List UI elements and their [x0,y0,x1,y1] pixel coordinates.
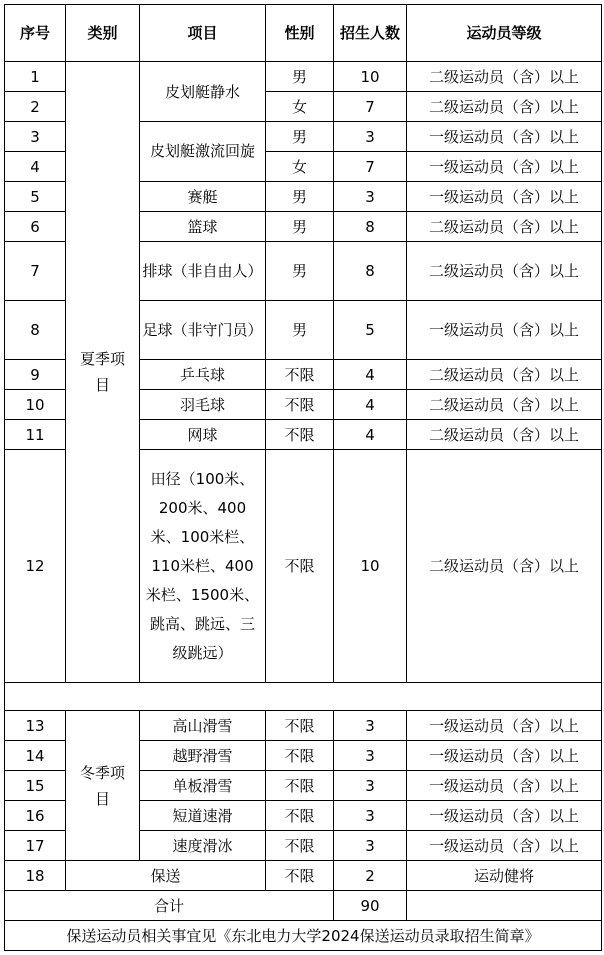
cell-level: 一级运动员（含）以上 [407,152,602,182]
cell-level: 一级运动员（含）以上 [407,301,602,360]
cell-gender: 不限 [266,801,334,831]
category-summer: 夏季项目 [66,62,140,683]
cell-count: 10 [334,450,407,683]
cell-no: 10 [5,390,66,420]
header-row [5,5,602,62]
cell-no: 18 [5,861,66,891]
cell-count: 2 [334,861,407,891]
cell-no: 9 [5,360,66,390]
cell-no: 5 [5,182,66,212]
cell-item: 羽毛球 [140,390,266,420]
cell-count: 4 [334,420,407,450]
cell-no: 4 [5,152,66,182]
total-label: 合计 [5,891,334,921]
cell-item: 网球 [140,420,266,450]
cell-no: 14 [5,741,66,771]
cell-count: 7 [334,92,407,122]
cell-no: 12 [5,450,66,683]
cell-gender: 不限 [266,360,334,390]
cell-level: 一级运动员（含）以上 [407,771,602,801]
cell-no: 3 [5,122,66,152]
header-no: 序号 [5,5,66,62]
cell-item: 赛艇 [140,182,266,212]
cell-item: 皮划艇激流回旋 [140,122,266,182]
cell-gender: 男 [266,62,334,92]
cell-gender: 不限 [266,711,334,741]
cell-gender: 不限 [266,390,334,420]
header-gender: 性别 [266,5,334,62]
cell-count: 10 [334,62,407,92]
cell-count: 8 [334,242,407,301]
cell-no: 15 [5,771,66,801]
cell-level: 二级运动员（含）以上 [407,62,602,92]
cell-gender: 男 [266,242,334,301]
cell-count: 5 [334,301,407,360]
cell-gender: 不限 [266,741,334,771]
cell-gender: 不限 [266,771,334,801]
cell-gender: 男 [266,182,334,212]
cell-gender: 不限 [266,861,334,891]
cell-item: 高山滑雪 [140,711,266,741]
cell-gender: 男 [266,212,334,242]
cell-count: 8 [334,212,407,242]
category-winter: 冬季项目 [66,711,140,861]
cell-no: 17 [5,831,66,861]
cell-item: 足球（非守门员） [140,301,266,360]
cell-no: 13 [5,711,66,741]
cell-level: 二级运动员（含）以上 [407,420,602,450]
cell-count: 7 [334,152,407,182]
cell-level: 二级运动员（含）以上 [407,390,602,420]
cell-item: 保送 [66,861,266,891]
cell-item: 速度滑冰 [140,831,266,861]
cell-count: 3 [334,711,407,741]
cell-no: 6 [5,212,66,242]
footnote: 保送运动员相关事宜见《东北电力大学2024保送运动员录取招生简章》 [5,921,602,951]
cell-count: 4 [334,360,407,390]
blank-row [5,683,602,711]
cell-level: 一级运动员（含）以上 [407,711,602,741]
header-level: 运动员等级 [407,5,602,62]
cell-level: 一级运动员（含）以上 [407,122,602,152]
admission-table [4,4,602,951]
cell-count: 3 [334,801,407,831]
table-row [5,62,602,92]
blank-cell [5,683,602,711]
cell-gender: 男 [266,122,334,152]
total-row [5,891,602,921]
header-item: 项目 [140,5,266,62]
cell-no: 8 [5,301,66,360]
table-row [5,861,602,891]
cell-item: 田径（100米、200米、400米、100米栏、110米栏、400米栏、1500米、跳高、跳远、三级跳远） [140,450,266,683]
cell-level: 运动健将 [407,861,602,891]
total-count: 90 [334,891,407,921]
cell-item: 越野滑雪 [140,741,266,771]
cell-level: 二级运动员（含）以上 [407,92,602,122]
cell-no: 1 [5,62,66,92]
cell-gender: 女 [266,152,334,182]
cell-item: 排球（非自由人） [140,242,266,301]
cell-no: 7 [5,242,66,301]
cell-gender: 不限 [266,450,334,683]
cell-count: 3 [334,741,407,771]
table-row [5,711,602,741]
cell-item: 短道速滑 [140,801,266,831]
cell-no: 2 [5,92,66,122]
cell-gender: 不限 [266,831,334,861]
cell-level: 一级运动员（含）以上 [407,741,602,771]
cell-level: 一级运动员（含）以上 [407,831,602,861]
cell-level: 一级运动员（含）以上 [407,182,602,212]
cell-no: 11 [5,420,66,450]
cell-item: 单板滑雪 [140,771,266,801]
cell-count: 3 [334,182,407,212]
cell-level: 二级运动员（含）以上 [407,242,602,301]
cell-level: 一级运动员（含）以上 [407,801,602,831]
header-category: 类别 [66,5,140,62]
total-level-empty [407,891,602,921]
cell-item: 皮划艇静水 [140,62,266,122]
header-count: 招生人数 [334,5,407,62]
cell-level: 二级运动员（含）以上 [407,360,602,390]
cell-gender: 男 [266,301,334,360]
footnote-row [5,921,602,951]
cell-count: 3 [334,831,407,861]
cell-gender: 不限 [266,420,334,450]
cell-count: 4 [334,390,407,420]
cell-count: 3 [334,771,407,801]
cell-level: 二级运动员（含）以上 [407,450,602,683]
cell-level: 二级运动员（含）以上 [407,212,602,242]
cell-count: 3 [334,122,407,152]
cell-item: 乒乓球 [140,360,266,390]
cell-item: 篮球 [140,212,266,242]
cell-gender: 女 [266,92,334,122]
cell-no: 16 [5,801,66,831]
